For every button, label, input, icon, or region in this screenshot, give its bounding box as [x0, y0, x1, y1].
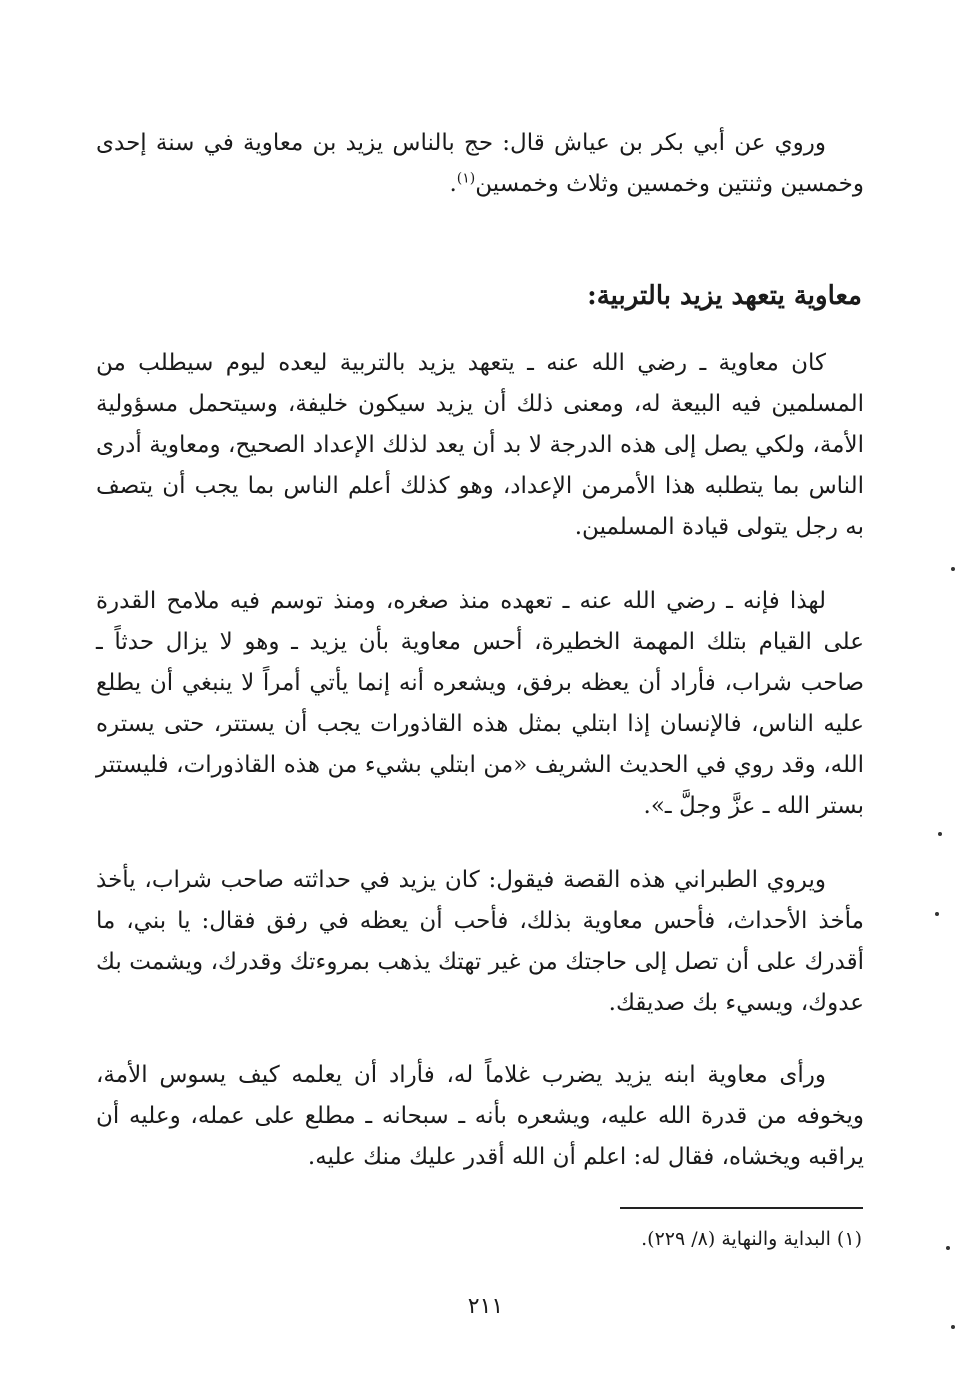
margin-mark	[938, 832, 942, 836]
footnote-reference: (١)	[456, 170, 476, 187]
margin-mark	[951, 567, 955, 571]
body-paragraph-2: لهذا فإنه ـ رضي الله عنه ـ تعهده منذ صغره، ومنذ توسم فيه ملامح القدرة على القيام بتلك المهمة الخطيرة، أحس معاوية بأن يزيد ـ وهو لا يزال حدثاً ـ صاحب شراب، فأراد أن يعظه برفق، ويشعره أنه إنما يأتي أمراً لا ينبغي أن يطلع عليه الناس، فالإنسان إذا ابتلي بمثل هذه القاذورات يجب أن يستتر، حتى يستره الله، وقد روي في الحديث الشريف «من ابتلي بشيء من هذه القاذورات، فليستتر بستر الله ـ عزَّ وجلَّ ـ».	[96, 588, 864, 819]
margin-mark	[951, 1325, 955, 1329]
margin-mark	[946, 1246, 950, 1250]
footnote-divider	[620, 1207, 863, 1209]
intro-end: .	[449, 171, 457, 197]
intro-paragraph	[96, 123, 864, 205]
intro-text: وروي عن أبي بكر بن عياش قال: حج بالناس يزيد بن معاوية في سنة إحدى وخمسين وثنتين وخمسين وثلاث وخمسين	[96, 130, 864, 197]
margin-mark	[935, 912, 939, 916]
body-paragraph-4: ورأى معاوية ابنه يزيد يضرب غلاماً له، فأراد أن يعلمه كيف يسوس الأمة، ويخوفه من قدرة الله عليه، ويشعره بأنه ـ سبحانه ـ مطلع على عمله، وعليه أن يراقبه ويخشاه، فقال له: اعلم أن الله أقدر عليك منك عليه.	[96, 1062, 864, 1170]
footnote: (١) البداية والنهاية (٨/ ٢٢٩).	[641, 1228, 862, 1250]
body-paragraph-1: كان معاوية ـ رضي الله عنه ـ يتعهد يزيد بالتربية ليعده ليوم سيطلب من المسلمين فيه البيعة له، ومعنى ذلك أن يزيد سيكون خليفة، وسيتحمل مسؤولية الأمة، ولكي يصل إلى هذه الدرجة لا بد أن يعد لذلك الإعداد الصحيح، ومعاوية أدرى الناس بما يتطلبه هذا الأمرمن الإعداد، وهو كذلك أعلم الناس بما يجب أن يتصف به رجل يتولى قيادة المسلمين.	[96, 350, 864, 540]
section-heading: معاوية يتعهد يزيد بالتربية:	[587, 281, 862, 311]
body-paragraph-3: ويروي الطبراني هذه القصة فيقول: كان يزيد في حداثته صاحب شراب، يأخذ مأخذ الأحداث، فأحس معاوية بذلك، فأحب أن يعظه في رفق فقال: يا بني، ما أقدرك على أن تصل إلى حاجتك من غير تهتك يذهب بمروءتك وقدرك، ويشمت بك عدوك، ويسيء بك صديقك.	[96, 867, 864, 1016]
page-number: ٢١١	[467, 1294, 504, 1319]
